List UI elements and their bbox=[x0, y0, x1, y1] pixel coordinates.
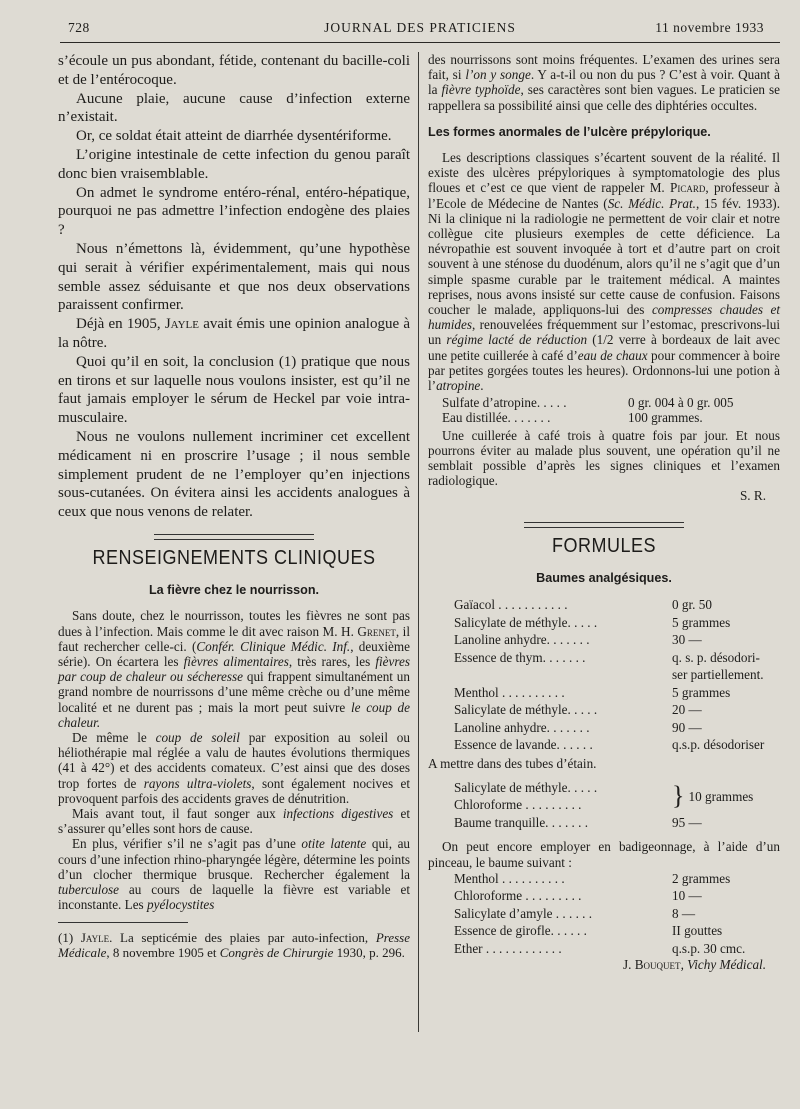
paragraph: Quoi qu’il en soit, la conclusion (1) pratique que nous en tirons et sur laquelle nous voulons insister, est qu’il ne faut jamais employer le sérum de Heckel par voie intra-musculaire. bbox=[58, 353, 410, 427]
author-name: Jayle bbox=[164, 316, 199, 333]
prescription bbox=[428, 395, 780, 425]
formula-row: Salicylate de méthyle. . . . . 5 grammes bbox=[454, 614, 731, 630]
section-separator bbox=[154, 534, 314, 540]
formula-row: Essence de lavande. . . . . . q.s.p. désodoriser bbox=[454, 737, 765, 753]
formula-list bbox=[428, 870, 780, 958]
formula-row: ser partiellement. bbox=[672, 667, 764, 683]
journal-title: JOURNAL DES PRATICIENS bbox=[324, 20, 516, 35]
formula-row: Baume tranquille. . . . . . . 95 — bbox=[454, 814, 702, 830]
formula-row: Lanoline anhydre. . . . . . . 90 — bbox=[454, 719, 702, 735]
formula-row: Chloroforme . . . . . . . . . bbox=[454, 797, 582, 813]
paragraph: Nous ne voulons nullement incriminer cet excellent médicament ni en proscrire l’usage ; il nous semble simplement prudent de ne l’employer qu’en injections sous-cutanées. On évitera ainsi les accidents analogues à ceux que nous venons de relater. bbox=[58, 428, 410, 521]
formula-row: Salicylate de méthyle. . . . . 20 — bbox=[454, 702, 702, 718]
subsection-title: La fièvre chez le nourrisson. bbox=[148, 583, 320, 598]
paragraph: Aucune plaie, aucune cause d’infection externe n’existait. bbox=[58, 90, 410, 126]
brace-symbol: } bbox=[672, 781, 685, 811]
section-title: FORMULES bbox=[551, 533, 656, 557]
footnote: (1) Jayle. La septicémie des plaies par auto-infection, Presse Médicale, 8 novembre 1905 et Congrès de Chirurgie 1930, p. 296. bbox=[58, 930, 411, 960]
page-number: 728 bbox=[68, 20, 90, 35]
paragraph: De même le coup de soleil par exposition au soleil ou héliothérapie mal réglée a valu de hautes évolutions thermiques (41 à 42°) et des accidents comateux. C’est ainsi que des doses trop fortes de rayons ultra-violets, sont également nocives et provoquent parfois des accidents graves de dénutrition. bbox=[58, 729, 410, 806]
formula-row: Lanoline anhydre. . . . . . . 30 — bbox=[454, 632, 702, 648]
formula-note: A mettre dans des tubes d’étain. bbox=[428, 755, 597, 771]
paragraph: des nourrissons sont moins fréquentes. L’examen des urines sera fait, si l’on y songe. Y a-t-il ou non du pus ? C’est à voir. Quant à la fièvre typhoïde, ses caractères sont bien vagues. Le praticien se rappellera sa possibilité ainsi que celle des diphtéries occultes. bbox=[428, 52, 780, 113]
formula-row: Menthol . . . . . . . . . . 5 grammes bbox=[454, 684, 731, 700]
paragraph: s’écoule un pus abondant, fétide, contenant du bacille-coli et de l’entérocoque. bbox=[58, 53, 410, 88]
paragraph: Mais avant tout, il faut songer aux infections digestives et s’assurer qu’elles sont hors de cause. bbox=[58, 805, 410, 837]
running-header bbox=[60, 18, 780, 43]
ulcer-article bbox=[428, 150, 780, 504]
right-column bbox=[428, 52, 780, 972]
clinical-text bbox=[58, 608, 410, 912]
subsection-title: Baumes analgésiques. bbox=[536, 570, 672, 585]
paragraph: On peut encore employer en badigeonnage, à l’aide d’un pinceau, le baume suivant : bbox=[428, 839, 780, 870]
paragraph: Une cuillerée à café trois à quatre fois par jour. Et nous pourrons éviter au malade plus souvent, une opération qu’il ne semblait possible d’après les signes cliniques et l’examen radiologique. bbox=[428, 427, 780, 489]
formula-row: Menthol . . . . . . . . . . 2 grammes bbox=[454, 870, 731, 886]
column-divider bbox=[418, 52, 419, 1032]
ulcer-article-title: Les formes anormales de l’ulcère prépylorique. bbox=[428, 124, 711, 139]
footnote-rule bbox=[58, 922, 188, 923]
paragraph: Les descriptions classiques s’écartent souvent de la réalité. Il existe des ulcères prépyloriques à symptomatologie des plus floues et c’est ce que vient de rappeler M. Picard, professeur à l’Ecole de Médecine de Nantes (Sc. Médic. Prat., 15 fév. 1933). Ni la clinique ni la radiologie ne permettent de voir clair et notre collègue cite plusieurs exemples de cette déficience. La névropathie est souvent invoquée à tort et d’autre part on croit souvent à une sténose du duodénum, alors qu’il ne s’agit que d’un simple spasme curable par le traitement médical. A maintes reprises, nous avons insisté sur cette cause de confusion. Faisons coucher le malade, appliquons-lui des compresses chaudes et humides, renouvelées fréquemment sur l’estomac, prescrivons-lui un régime lacté de réduction (1/2 verre à bordeaux de lait avec une petite cuillerée à café d’eau de chaux pour commencer à boire par petites gorgées toutes les heures). Ordonnons-lui une potion à l’atropine. bbox=[428, 150, 781, 394]
paragraph: Or, ce soldat était atteint de diarrhée dysentériforme. bbox=[76, 128, 392, 145]
formula-row: Essence de thym. . . . . . . q. s. p. désodori- bbox=[454, 649, 760, 665]
issue-date: 11 novembre 1933 bbox=[655, 20, 764, 35]
formula-row: Essence de girofle. . . . . . II gouttes bbox=[454, 923, 723, 939]
paragraph: On admet le syndrome entéro-rénal, entéro-hépatique, pourquoi ne pas admettre l’infection endogène des plaies ? bbox=[58, 184, 410, 239]
prescription-line: Sulfate d’atropine. . . . . 0 gr. 004 à 0 gr. 005 bbox=[442, 395, 734, 411]
formula-row: Salicylate de méthyle. . . . . bbox=[454, 779, 598, 795]
left-column bbox=[58, 52, 410, 960]
signature: J. Bouquet, Vichy Médical. bbox=[623, 957, 766, 973]
formula-list bbox=[428, 596, 780, 754]
formula-list bbox=[428, 779, 780, 832]
paragraph: Nous n’émettons là, évidemment, qu’une hypothèse qui serait à vérifier expérimentalement, mais qui nous semble assez séduisante et que nos deux observations paraissent confirmer. bbox=[58, 240, 410, 314]
formula-qty: 10 grammes bbox=[688, 788, 754, 804]
article-continuation bbox=[58, 52, 410, 522]
formula-row: Ether . . . . . . . . . . . . q.s.p. 30 cmc. bbox=[454, 940, 746, 956]
formula-row: Gaïacol . . . . . . . . . . . 0 gr. 50 bbox=[454, 597, 712, 613]
section-title: RENSEIGNEMENTS CLINIQUES bbox=[92, 545, 376, 569]
formula-row: Chloroforme . . . . . . . . . 10 — bbox=[454, 888, 702, 904]
prescription-line: Eau distillée. . . . . . . 100 grammes. bbox=[442, 410, 703, 426]
section-separator bbox=[524, 522, 684, 528]
signature: S. R. bbox=[739, 488, 766, 504]
paragraph: Déjà en 1905, Jayle avait émis une opinion analogue à la nôtre. bbox=[58, 316, 410, 351]
paragraph: Sans doute, chez le nourrisson, toutes les fièvres ne sont pas dues à l’infection. Mais comme le dit avec raison M. H. Grenet, il faut rechercher celle-ci. (Confér. Clinique Médic. Inf., deuxième série). On écartera les fièvres alimentaires, très rares, les fièvres par coup de chaleur ou sécheresse qui frappent simultanément un grand nombre de nourrissons d’une même crèche ou d’une même localité et ne durent pas ; mais la mort peut suivre le coup de chaleur. bbox=[58, 608, 411, 730]
paragraph: L’origine intestinale de cette infection du genou paraît donc bien vraisemblable. bbox=[58, 146, 410, 182]
paragraph: En plus, vérifier s’il ne s’agit pas d’une otite latente qui, au cours d’une infection rhino-pharyngée légère, détermine les points d’un clocher thermique brusque. Rechercher également la tuberculose au cours de laquelle la fièvre est variable et inconstante. Les pyélocystites bbox=[58, 836, 411, 913]
formula-row: Salicylate d’amyle . . . . . . 8 — bbox=[454, 905, 696, 921]
